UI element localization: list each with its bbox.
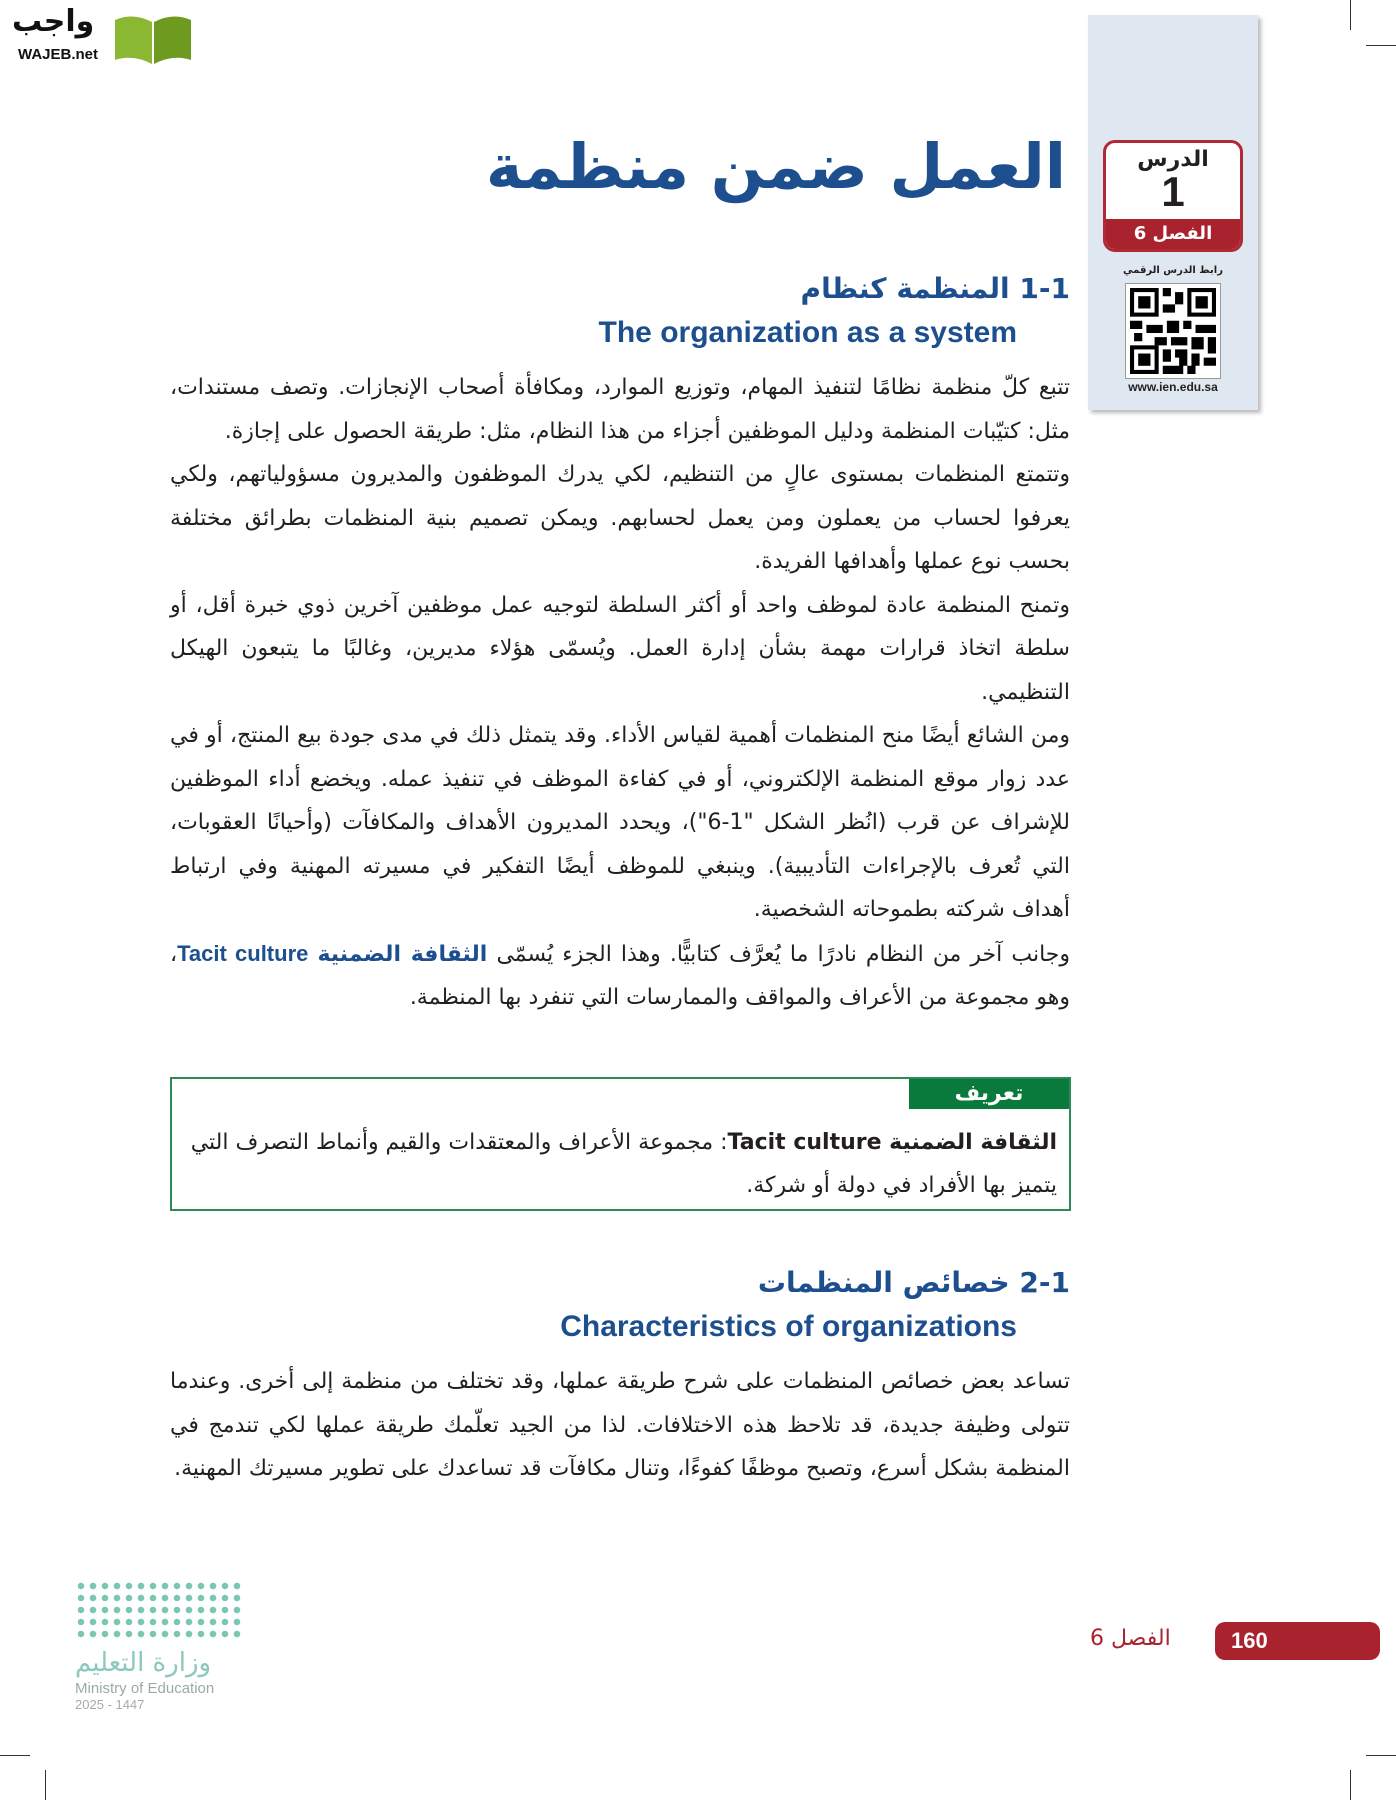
crop-mark (1350, 1770, 1351, 1800)
wajeb-logo[interactable] (8, 4, 193, 66)
section-1-heading-en: The organization as a system (598, 316, 1017, 349)
definition-box (170, 1077, 1071, 1211)
page-number: 160 (1215, 1622, 1380, 1660)
page-title: العمل ضمن منظمة (485, 130, 1066, 203)
lesson-label: الدرس (1137, 147, 1209, 172)
ministry-ar: وزارة التعليم (75, 1648, 212, 1678)
section-2-heading-ar: 2-1 خصائص المنظمات (757, 1266, 1070, 1299)
definition-body: : مجموعة الأعراف والمعتقدات والقيم وأنماط التصرف التي يتميز بها الأفراد في دولة أو شركة. (190, 1130, 1057, 1198)
lesson-badge (1103, 140, 1243, 252)
definition-term: الثقافة الضمنية Tacit culture (727, 1130, 1057, 1155)
ministry-en: Ministry of Education (75, 1680, 215, 1697)
definition-tag: تعريف (909, 1079, 1069, 1109)
chapter-label: الفصل 6 (1106, 219, 1240, 249)
paragraph: ومن الشائع أيضًا منح المنظمات أهمية لقياس الأداء. وقد يتمثل ذلك في مدى جودة بيع المنتج، أو في عدد زوار موقع المنظمة الإلكتروني، أو في كفاءة الموظف في تنفيذ عمله. ويخضع أداء الموظفين للإشراف عن قرب (انُظر الشكل "1-6")، ويحدد المديرون الأهداف والمكافآت (وأحيانًا العقوبات، التي تُعرف بالإجراءات التأديبية). وينبغي للموظف أيضًا التفكير في مسيرته المهنية وفي ارتباط أهداف شركته بطموحاته الشخصية. (170, 723, 1070, 922)
ministry-dots-icon (75, 1580, 245, 1640)
logo-latin: WAJEB.net (18, 46, 99, 63)
section-1-heading-ar: 1-1 المنظمة كنظام (800, 272, 1070, 305)
qr-code-icon (1130, 288, 1216, 374)
paragraph: تساعد بعض خصائص المنظمات على شرح طريقة عملها، وقد تختلف من منظمة إلى أخرى. وعندما تتولى وظيفة جديدة، قد تلاحظ هذه الاختلافات. لذا من الجيد تعلّمك طريقة عملها لكي تندمج في المنظمة بشكل أسرع، وتصبح موظفًا كفوءًا، وتنال مكافآت قد تساعدك على تطوير مسيرتك المهنية. (170, 1369, 1070, 1481)
year: 2025 - 1447 (75, 1697, 145, 1712)
paragraph (170, 932, 1070, 1020)
crop-mark (1366, 45, 1396, 46)
paragraph: وتمنح المنظمة عادة لموظف واحد أو أكثر السلطة لتوجيه عمل موظفين آخرين ذوي خبرة أقل، أو سلطة اتخاذ قرارات مهمة بشأن إدارة العمل. ويُسمّى هؤلاء مديرين، وغالبًا ما يتبعون الهيكل التنظيمي. (170, 592, 1070, 705)
ministry-logo (75, 1580, 255, 1712)
logo-arabic: واجب (12, 4, 95, 39)
footer-chapter: الفصل 6 (1090, 1626, 1171, 1651)
section-2-body (170, 1360, 1070, 1491)
crop-mark (1350, 0, 1351, 30)
paragraph: تتبع كلّ منظمة نظامًا لتنفيذ المهام، وتوزيع الموارد، ومكافأة أصحاب الإنجازات. وتصف مستندات، مثل: كتيّبات المنظمة ودليل الموظفين أجزاء من هذا النظام، مثل: طريقة الحصول على إجازة. (170, 375, 1070, 444)
crop-mark (45, 1770, 46, 1800)
qr-label: رابط الدرس الرقمي (1123, 265, 1223, 276)
text: ، وهو مجموعة من الأعراف والمواقف والممارسات التي تنفرد بها المنظمة. (170, 941, 1070, 1010)
qr-code[interactable] (1125, 283, 1221, 379)
lesson-number: 1 (1161, 168, 1185, 215)
definition-text (184, 1121, 1057, 1207)
crop-mark (0, 1755, 30, 1756)
section-2-heading-en: Characteristics of organizations (560, 1310, 1017, 1343)
crop-mark (1366, 1755, 1396, 1756)
lesson-side-tab (1088, 15, 1258, 410)
text: وجانب آخر من النظام نادرًا ما يُعرَّف كتابيًّا. وهذا الجزء يُسمّى (496, 941, 1070, 967)
paragraph: وتتمتع المنظمات بمستوى عالٍ من التنظيم، لكي يدرك الموظفون والمديرون مسؤولياتهم، ولكي يعرفوا لحساب من يعملون ومن يعمل لحسابهم. ويمكن تصميم بنية المنظمات بطرائق مختلفة بحسب نوع عملها وأهدافها الفريدة. (170, 462, 1070, 574)
lesson-url[interactable]: www.ien.edu.sa (1128, 380, 1218, 394)
book-icon (113, 8, 193, 66)
term-en: Tacit culture (177, 940, 309, 966)
term-ar: الثقافة الضمنية (317, 941, 488, 967)
section-1-body (170, 366, 1070, 1020)
